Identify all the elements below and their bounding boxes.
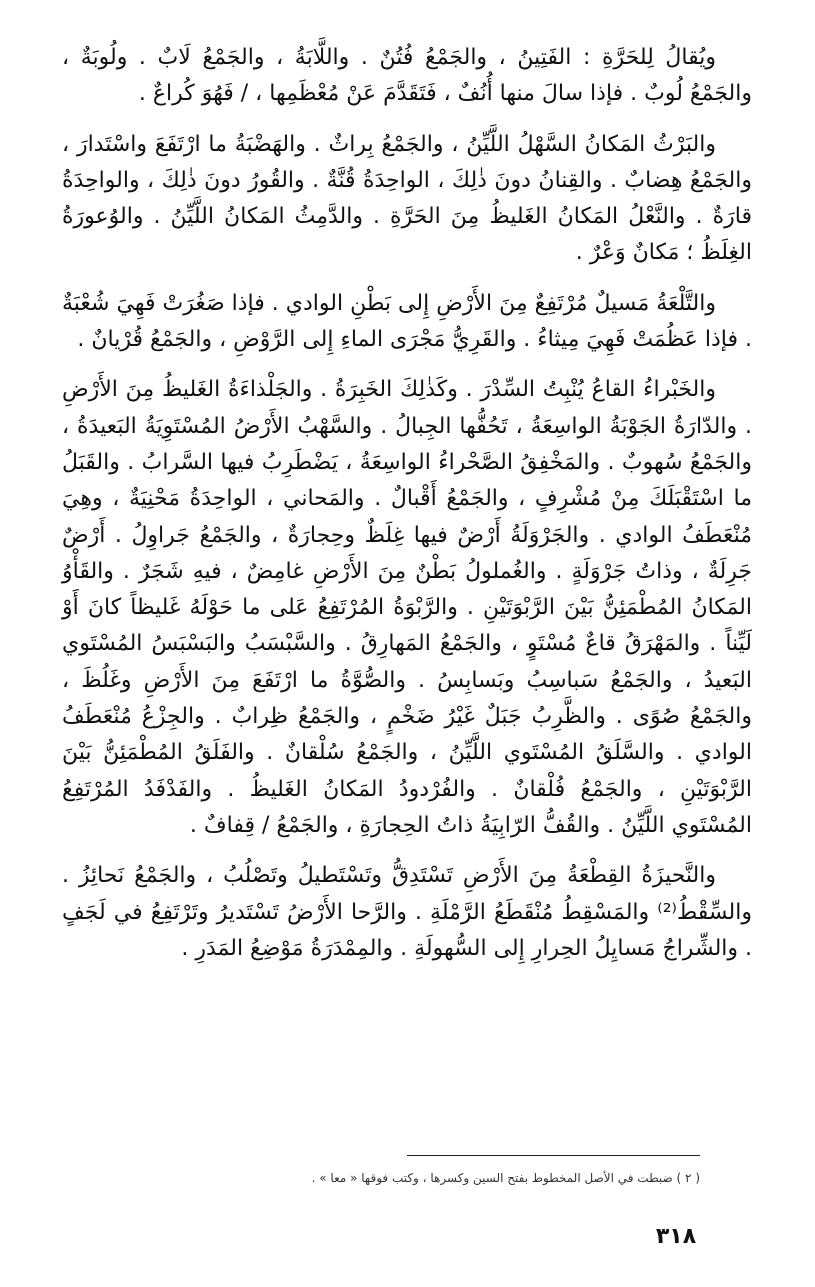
paragraph: ويُقالُ لِلحَرَّةِ : الفَتِينُ ، والجَمْعُ فُتُنٌ . واللَّابَةُ ، والجَمْعُ لَابٌ . ولُوبَةٌ ، والجَمْعُ لُوبٌ . فإذا سالَ منها أُنُفٌ ، فَتَقَدَّمَ عَنْ مُعْظَمِها ، / فَهُوَ كُراعٌ . <box>62 45 752 107</box>
footnote-divider <box>407 1155 700 1156</box>
paragraph: والخَبْراءُ القاعُ يُنْبِتُ السِّدْرَ . وكَذٰلِكَ الخَبِرَةُ . والجَلْذاءَةُ الغَليظُ مِنَ الأَرْضِ . والدّارَةُ الجَوْبَةُ الواسِعَةُ ، تَحُفُّها الجِبالُ . والسَّهْبُ الأَرْضُ المُسْتَوِيَةُ البَعيدَةُ ، والجَمْعُ سُهوبٌ . والمَخْفِقُ الصَّحْراءُ الواسِعَةُ ، يَضْطَرِبُ فيها السَّرابُ . والقَبَلُ ما اسْتَقْبَلَكَ مِنْ مُشْرِفٍ ، والجَمْعُ أَقْبالٌ . والمَحاني ، الواحِدَةُ مَحْنِيَةٌ ، وهِيَ مُنْعَطَفُ الوادي . والجَرْوَلَةُ أَرْضٌ فيها غِلَظٌ وحِجارَةٌ ، والجَمْعُ جَراوِلُ . أَرْضٌ جَرِلَةٌ ، وذاتُ جَرْوَلَةٍ . والغُملولُ بَطْنٌ مِنَ الأَرْضِ غامِضٌ ، فيهِ شَجَرٌ . والقَأْوُ المَكانُ المُطْمَئِنُّ بَيْنَ الرَّبْوَتَيْنِ . والرَّبْوَةُ المُرْتَفِعُ عَلى ما حَوْلَهُ غَليظاً كانَ أَوْ لَيِّناً . والمَهْرَقُ قاعٌ مُسْتَوٍ ، والجَمْعُ المَهارِقُ . والسَّبْسَبُ والبَسْبَسُ المُسْتَوي البَعيدُ ، والجَمْعُ سَباسِبُ وبَسابِسُ . والصُّوَّةُ ما ارْتَفَعَ مِنَ الأَرْضِ وغَلُظَ ، والجَمْعُ صُوًى . والظَّرِبُ جَبَلٌ غَيْرُ ضَخْمٍ ، والجَمْعُ ظِرابٌ . والجِزْعُ مُنْعَطَفُ الوادي . والسَّلَقُ المُسْتَوي اللَّيِّنُ ، والجَمْعُ سُلْقانٌ . والفَلَقُ المُطْمَئِنُّ بَيْنَ الرَّبْوَتَيْنِ ، والجَمْعُ فُلْقانٌ . والفُرْدودُ المَكانُ الغَليظُ . والفَدْفَدُ المُرْتَفِعُ المُسْتَوي اللَّيِّنُ . والقُفُّ الرّابِيَةُ ذاتُ الحِجارَةِ ، والجَمْعُ / قِفافٌ . <box>62 377 752 838</box>
footnote: ( ٢ ) ضبطت في الأصل المخطوط بفتح السين وكسرها ، وكتب فوقها « معا » . <box>311 1171 700 1185</box>
paragraph: والبَرْثُ المَكانُ السَّهْلُ اللَّيِّنُ ، والجَمْعُ بِراثٌ . والهَضْبَةُ ما ارْتَفَعَ واسْتَدارَ ، والجَمْعُ هِضابٌ . والقِنانُ دونَ ذٰلِكَ ، الواحِدَةُ قُنَّةٌ . والقُورُ دونَ ذٰلِكَ ، والواحِدَةُ قارَةٌ . والنَّعْلُ المَكانُ الغَليظُ مِنَ الحَرَّةِ . والدَّمِثُ المَكانُ اللَّيِّنُ . والوُعورَةُ الغِلَظُ ؛ مَكانٌ وَعْرٌ . <box>62 131 752 266</box>
paragraph: والنَّحيزَةُ القِطْعَةُ مِنَ الأَرْضِ تَسْتَدِقُّ وتَسْتَطيلُ وتَصْلُبُ ، والجَمْعُ نَحائِزُ . والسِّقْطُ⁽²⁾ والمَسْقِطُ مُنْقَطَعُ الرَّمْلَةِ . والرَّحا الأَرْضُ تَسْتَديرُ وتَرْتَفِعُ في لَجَفٍ . والشِّراجُ مَسايِلُ الحِرارِ إِلى السُّهولَةِ . والمِمْدَرَةُ مَوْضِعُ المَدَرِ . <box>62 863 752 961</box>
page-number: ٣١٨ <box>655 1224 697 1249</box>
main-text <box>62 40 752 981</box>
paragraph: والتَّلْعَةُ مَسيلٌ مُرْتَفِعٌ مِنَ الأَرْضِ إِلى بَطْنِ الوادي . فإذا صَغُرَتْ فَهِيَ شُعْبَةٌ . فإذا عَظُمَتْ فَهِيَ مِيثاءُ . والقَرِيُّ مَجْرَى الماءِ إِلى الرَّوْضِ ، والجَمْعُ قُرْيانٌ . <box>62 290 752 353</box>
